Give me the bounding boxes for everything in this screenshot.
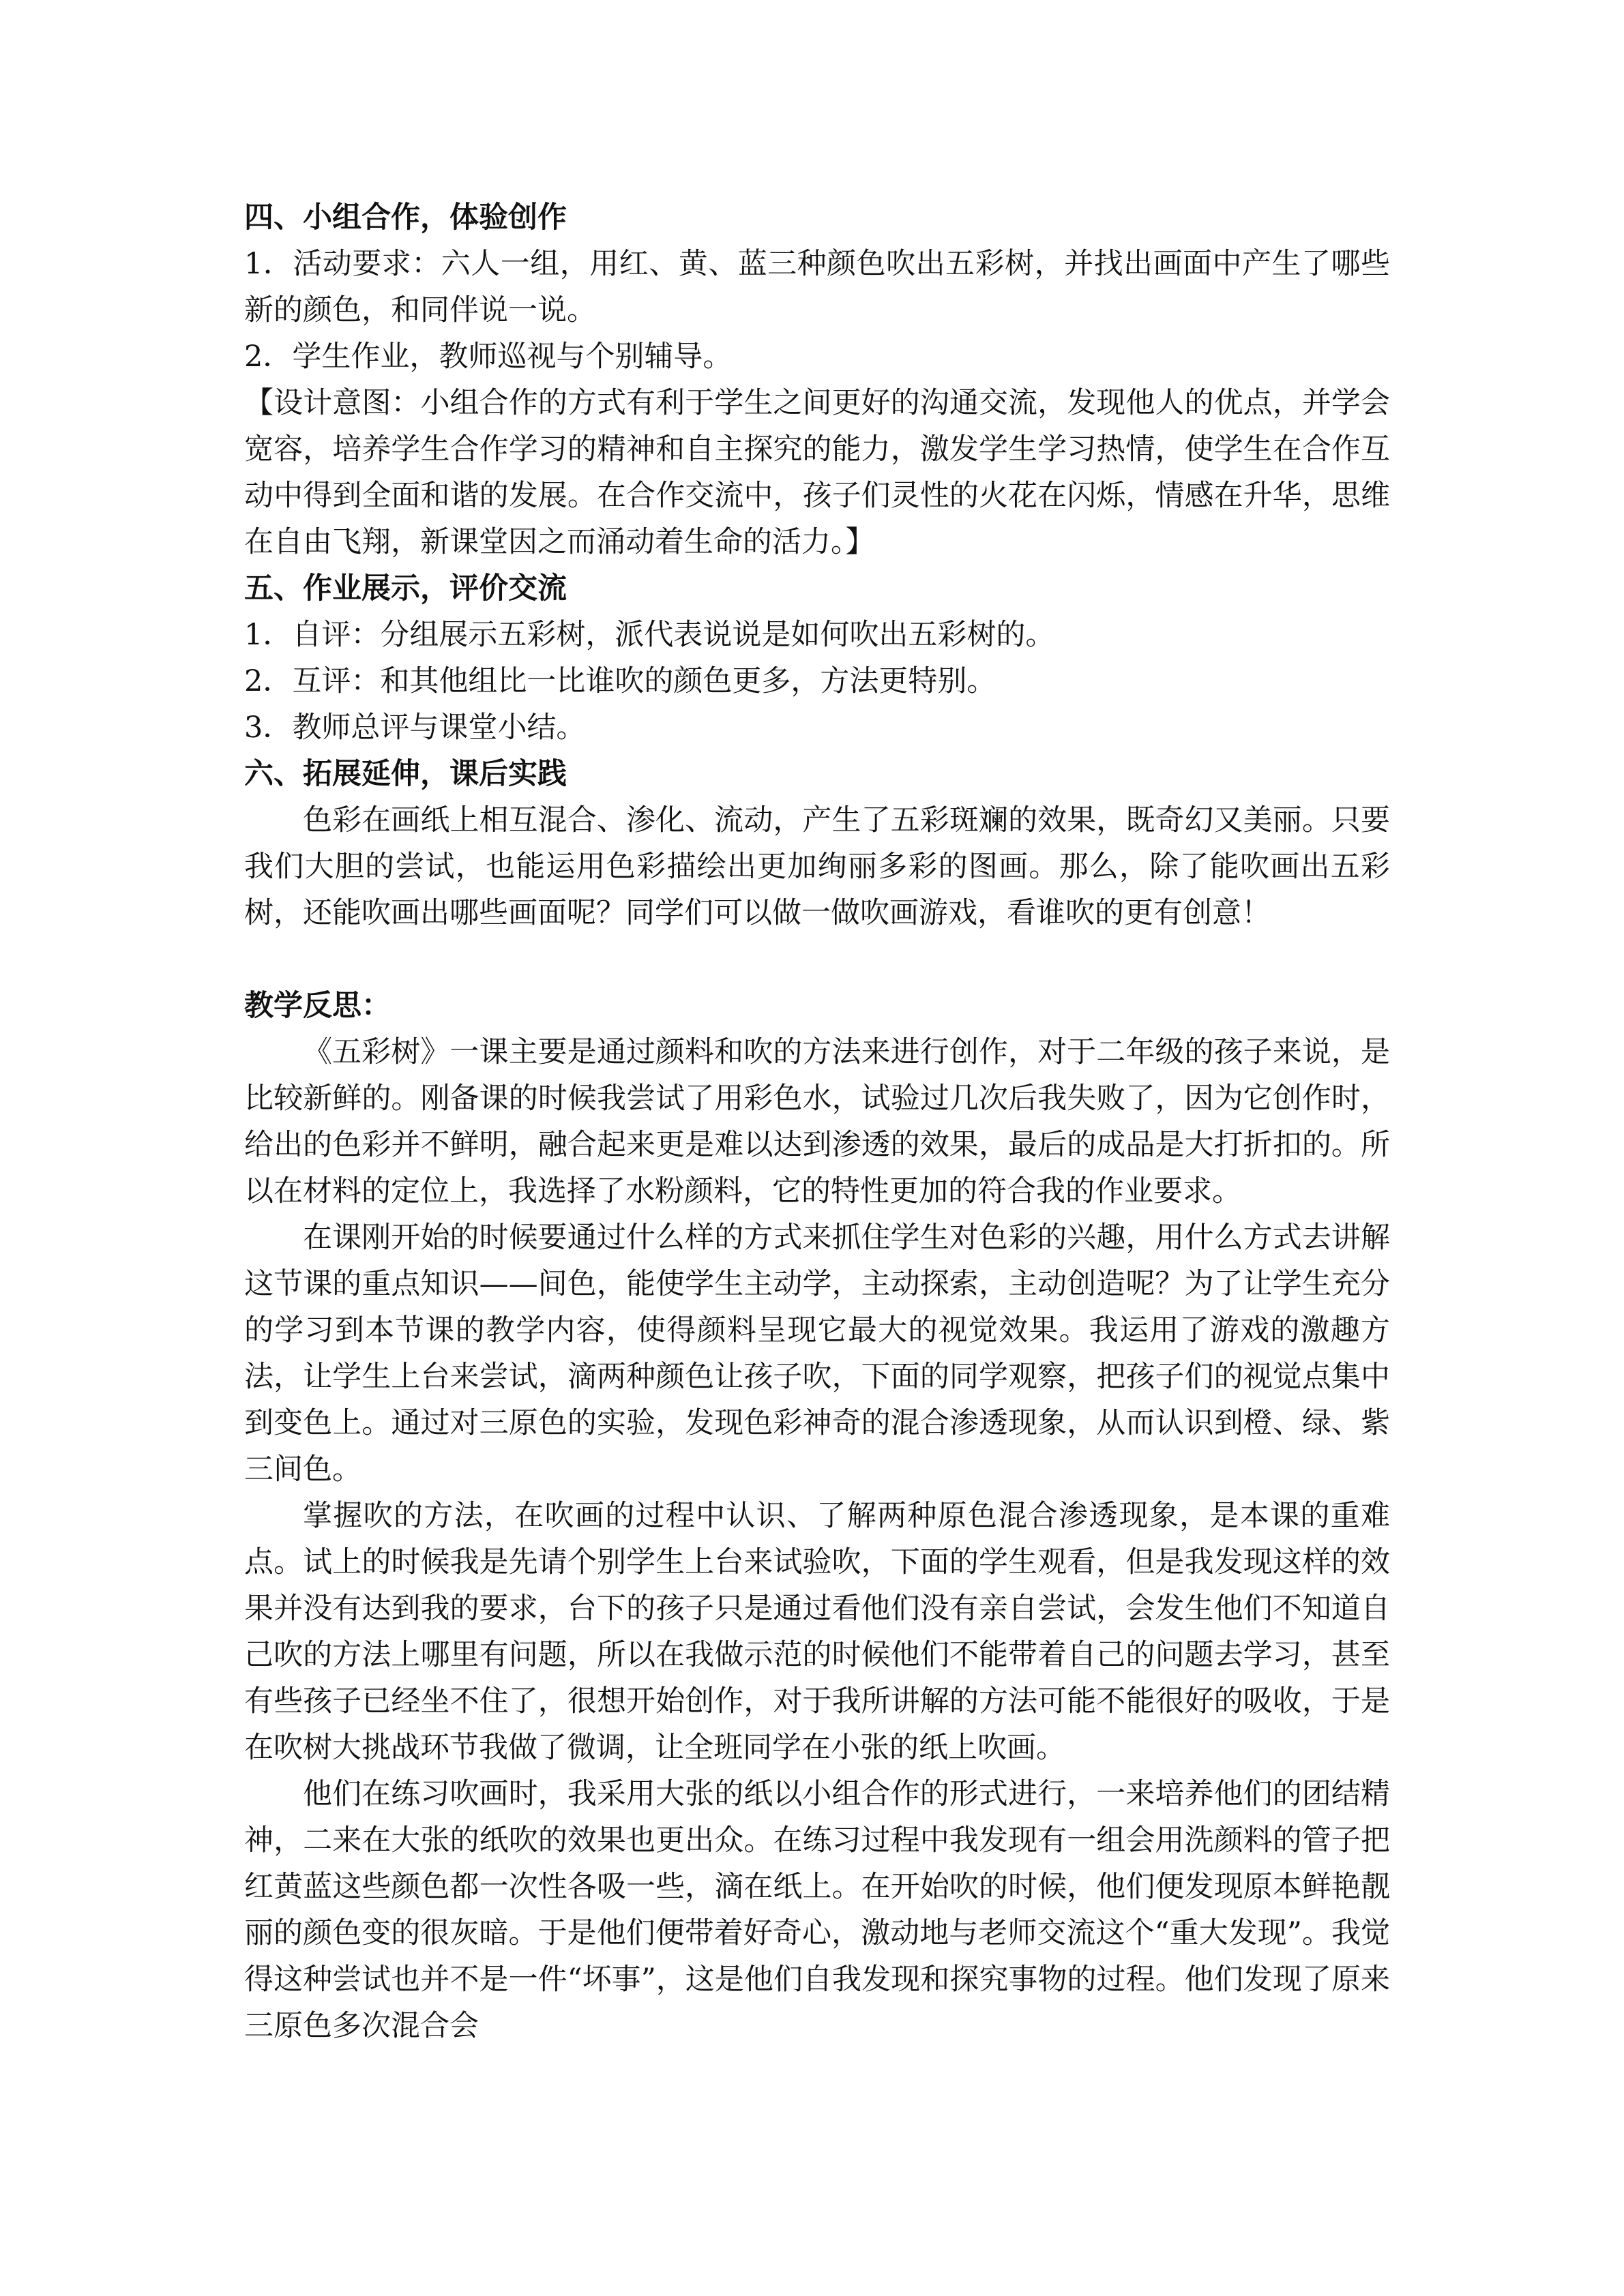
reflection-paragraph-2: 在课刚开始的时候要通过什么样的方式来抓住学生对色彩的兴趣，用什么方式去讲解这节课的重点知识——间色，能使学生主动学，主动探索，主动创造呢？为了让学生充分的学习到本节课的教学内容，使得颜料呈现它最大的视觉效果。我运用了游戏的激趣方法，让学生上台来尝试，滴两种颜色让孩子吹，下面的同学观察，把孩子们的视觉点集中到变色上。通过对三原色的实验，发现色彩神奇的混合渗透现象，从而认识到橙、绿、紫三间色。 [244, 1221, 1390, 1487]
section5-item1: 1．自评：分组展示五彩树，派代表说说是如何吹出五彩树的。 [244, 618, 1055, 652]
section5-heading: 五、作业展示，评价交流 [244, 571, 567, 606]
blank-line [244, 936, 1390, 983]
section4-item2: 2．学生作业，教师巡视与个别辅导。 [244, 340, 733, 374]
section5-item2: 2．互评：和其他组比一比谁吹的颜色更多，方法更特别。 [244, 664, 996, 698]
reflection-paragraph-3: 掌握吹的方法，在吹画的过程中认识、了解两种原色混合渗透现象，是本课的重难点。试上的时候我是先请个别学生上台来试验吹，下面的学生观看，但是我发现这样的效果并没有达到我的要求，台下的孩子只是通过看他们没有亲自尝试，会发生他们不知道自己吹的方法上哪里有问题，所以在我做示范的时候他们不能带着自己的问题去学习，甚至有些孩子已经坐不住了，很想开始创作，对于我所讲解的方法可能不能很好的吸收，于是在吹树大挑战环节我做了微调，让全班同学在小张的纸上吹画。 [244, 1499, 1390, 1765]
reflection-paragraph-1: 《五彩树》一课主要是通过颜料和吹的方法来进行创作，对于二年级的孩子来说，是比较新鲜的。刚备课的时候我尝试了用彩色水，试验过几次后我失败了，因为它创作时，给出的色彩并不鲜明，融合起来更是难以达到渗透的效果，最后的成品是大打折扣的。所以在材料的定位上，我选择了水粉颜料，它的特性更加的符合我的作业要求。 [244, 1035, 1390, 1208]
section4-item1: 1．活动要求：六人一组，用红、黄、蓝三种颜色吹出五彩树，并找出画面中产生了哪些新的颜色，和同伴说一说。 [244, 247, 1390, 327]
section6-heading: 六、拓展延伸，课后实践 [244, 757, 567, 791]
section4-design-intent: 【设计意图：小组合作的方式有利于学生之间更好的沟通交流，发现他人的优点，并学会宽容，培养学生合作学习的精神和自主探究的能力，激发学生学习热情，使学生在合作互动中得到全面和谐的发展。在合作交流中，孩子们灵性的火花在闪烁，情感在升华，思维在自由飞翔，新课堂因之而涌动着生命的活力。】 [244, 386, 1390, 559]
document-page [244, 194, 1390, 2049]
section5-item3: 3．教师总评与课堂小结。 [244, 711, 586, 745]
reflection-paragraph-4: 他们在练习吹画时，我采用大张的纸以小组合作的形式进行，一来培养他们的团结精神，二来在大张的纸吹的效果也更出众。在练习过程中我发现有一组会用洗颜料的管子把红黄蓝这些颜色都一次性各吸一些，滴在纸上。在开始吹的时候，他们便发现原本鲜艳靓丽的颜色变的很灰暗。于是他们便带着好奇心，激动地与老师交流这个“重大发现”。我觉得这种尝试也并不是一件“坏事”，这是他们自我发现和探究事物的过程。他们发现了原来三原色多次混合会 [244, 1777, 1390, 2043]
section4-heading: 四、小组合作，体验创作 [244, 200, 567, 235]
section6-paragraph: 色彩在画纸上相互混合、渗化、流动，产生了五彩斑斓的效果，既奇幻又美丽。只要我们大胆的尝试，也能运用色彩描绘出更加绚丽多彩的图画。那么，除了能吹画出五彩树，还能吹画出哪些画面呢？同学们可以做一做吹画游戏，看谁吹的更有创意！ [244, 803, 1390, 930]
reflection-heading: 教学反思： [244, 989, 391, 1023]
